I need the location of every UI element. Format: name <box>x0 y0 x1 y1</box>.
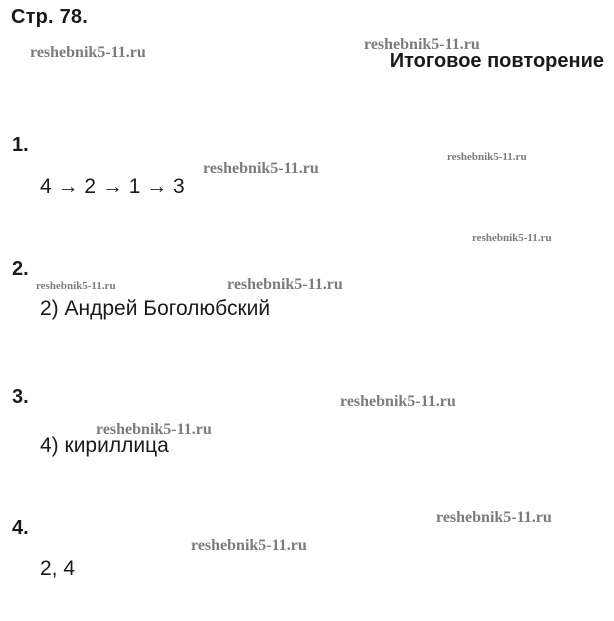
task-number: 4. <box>12 517 29 539</box>
watermark: reshebnik5-11.ru <box>447 151 527 163</box>
page-number: Стр. 78. <box>11 6 88 28</box>
task-answer: 4 → 2 → 1 → 3 <box>40 175 185 198</box>
watermark: reshebnik5-11.ru <box>30 44 146 61</box>
watermark: reshebnik5-11.ru <box>436 509 552 526</box>
section-title: Итоговое повторение <box>389 50 604 72</box>
watermark: reshebnik5-11.ru <box>340 393 456 410</box>
task-number: 1. <box>12 134 29 156</box>
watermark: reshebnik5-11.ru <box>36 280 116 292</box>
task-answer: 2, 4 <box>40 557 76 580</box>
task-answer: 2) Андрей Боголюбский <box>40 297 271 320</box>
watermark: reshebnik5-11.ru <box>191 537 307 554</box>
task-number: 3. <box>12 386 29 408</box>
watermark: reshebnik5-11.ru <box>203 160 319 177</box>
task-number: 2. <box>12 258 29 280</box>
task-answer: 4) кириллица <box>40 434 169 457</box>
watermark: reshebnik5-11.ru <box>364 36 480 53</box>
watermark: reshebnik5-11.ru <box>96 421 212 438</box>
watermark: reshebnik5-11.ru <box>472 232 552 244</box>
watermark: reshebnik5-11.ru <box>227 276 343 293</box>
